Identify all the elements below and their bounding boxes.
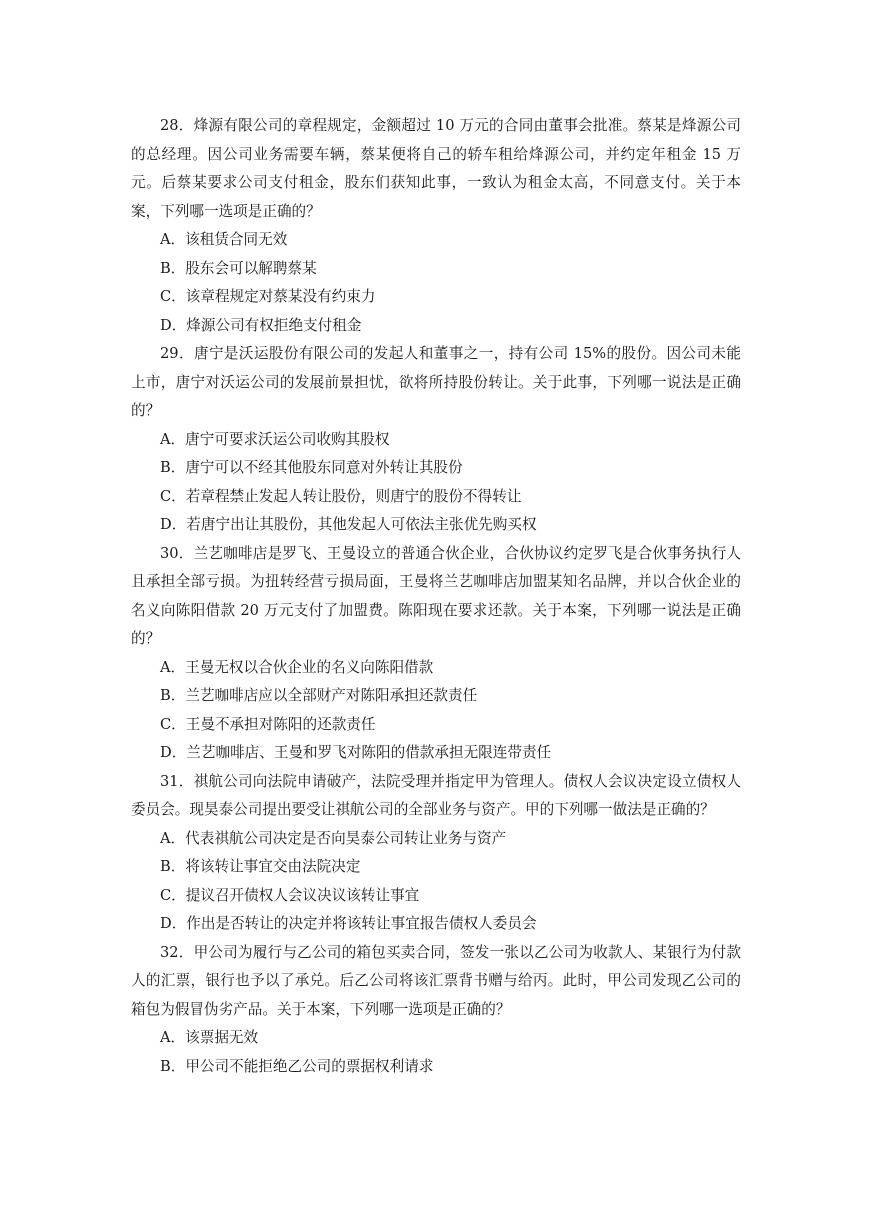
- question-31: [131, 768, 741, 939]
- option-letter: A．: [160, 1029, 186, 1046]
- question-30: [131, 540, 741, 768]
- question-29: [131, 340, 741, 540]
- option-c: [131, 483, 741, 512]
- option-text: 若章程禁止发起人转让股份，则唐宁的股份不得转让: [185, 487, 522, 505]
- option-letter: A．: [160, 231, 186, 248]
- option-text: 王曼无权以合伙企业的名义向陈阳借款: [185, 658, 434, 676]
- option-text: 股东会可以解聘蔡某: [185, 259, 317, 277]
- option-d: [131, 910, 741, 939]
- option-letter: C．: [160, 288, 186, 305]
- option-c: [131, 711, 741, 740]
- question-stem: 30．兰艺咖啡店是罗飞、王曼设立的普通合伙企业，合伙协议约定罗飞是合伙事务执行人且承担全部亏损。为扭转经营亏损局面，王曼将兰艺咖啡店加盟某知名品牌，并以合伙企业的名义向陈阳借款 20 万元支付了加盟费。陈阳现在要求还款。关于本案，下列哪一说法是正确的？: [131, 544, 741, 647]
- option-letter: D．: [160, 316, 187, 334]
- option-letter: D．: [160, 744, 187, 761]
- option-a: [131, 226, 741, 255]
- option-letter: B．: [160, 687, 186, 704]
- option-letter: C．: [160, 487, 186, 505]
- option-text: 作出是否转让的决定并将该转让事宜报告债权人委员会: [186, 915, 537, 932]
- option-a: [131, 654, 741, 683]
- question-list: [131, 112, 741, 1081]
- option-letter: A．: [160, 430, 186, 448]
- option-b: [131, 255, 741, 284]
- option-text: 该章程规定对蔡某没有约束力: [185, 288, 376, 305]
- option-text: 唐宁可要求沃运公司收购其股权: [185, 430, 390, 448]
- option-letter: B．: [160, 259, 186, 277]
- option-text: 提议召开债权人会议决议该转让事宜: [185, 886, 420, 904]
- question-stem: 28．烽源有限公司的章程规定，金额超过 10 万元的合同由董事会批准。蔡某是烽源公司的总经理。因公司业务需要车辆，蔡某便将自己的轿车租给烽源公司，并约定年租金 15 万元。后蔡某要求公司支付租金，股东们获知此事，一致认为租金太高，不同意支付。关于本案，下列哪一选项是正确的？: [131, 117, 741, 220]
- option-text: 该租赁合同无效: [185, 231, 288, 248]
- question-28: [131, 112, 741, 340]
- option-c: [131, 882, 741, 911]
- option-d: [131, 312, 741, 341]
- option-text: 兰艺咖啡店、王曼和罗飞对陈阳的借款承担无限连带责任: [186, 744, 552, 761]
- option-text: 王曼不承担对陈阳的还款责任: [185, 715, 376, 733]
- option-list: [131, 825, 741, 939]
- option-text: 兰艺咖啡店应以全部财产对陈阳承担还款责任: [185, 687, 478, 704]
- option-b: [131, 853, 741, 882]
- option-letter: D．: [160, 516, 187, 533]
- option-text: 甲公司不能拒绝乙公司的票据权利请求: [185, 1057, 434, 1075]
- option-text: 烽源公司有权拒绝支付租金: [186, 316, 362, 334]
- option-list: [131, 426, 741, 540]
- option-letter: B．: [160, 459, 186, 476]
- option-a: [131, 1024, 741, 1053]
- option-letter: A．: [160, 658, 186, 676]
- option-text: 若唐宁出让其股份，其他发起人可依法主张优先购买权: [186, 516, 537, 533]
- question-stem: 32．甲公司为履行与乙公司的箱包买卖合同，签发一张以乙公司为收款人、某银行为付款人的汇票，银行也予以了承兑。后乙公司将该汇票背书赠与给丙。此时，甲公司发现乙公司的箱包为假冒伪劣产品。关于本案，下列哪一选项是正确的？: [131, 943, 741, 1018]
- option-list: [131, 1024, 741, 1081]
- option-c: [131, 283, 741, 312]
- option-b: [131, 682, 741, 711]
- option-text: 将该转让事宜交由法院决定: [185, 858, 361, 875]
- option-d: [131, 511, 741, 540]
- option-letter: A．: [160, 829, 186, 847]
- option-d: [131, 739, 741, 768]
- option-letter: C．: [160, 886, 186, 904]
- option-letter: B．: [160, 1057, 186, 1075]
- option-list: [131, 654, 741, 768]
- option-text: 唐宁可以不经其他股东同意对外转让其股份: [185, 459, 463, 476]
- question-stem: 29．唐宁是沃运股份有限公司的发起人和董事之一，持有公司 15%的股份。因公司未能上市，唐宁对沃运公司的发展前景担忧，欲将所持股份转让。关于此事，下列哪一说法是正确的？: [131, 345, 741, 419]
- option-b: [131, 1053, 741, 1082]
- option-a: [131, 426, 741, 455]
- option-letter: C．: [160, 715, 186, 733]
- question-32: [131, 939, 741, 1082]
- question-stem: 31．祺航公司向法院申请破产，法院受理并指定甲为管理人。债权人会议决定设立债权人委员会。现昊泰公司提出要受让祺航公司的全部业务与资产。甲的下列哪一做法是正确的？: [131, 772, 741, 818]
- option-letter: B．: [160, 858, 186, 875]
- option-a: [131, 825, 741, 854]
- option-letter: D．: [160, 915, 187, 932]
- option-text: 代表祺航公司决定是否向昊泰公司转让业务与资产: [185, 829, 507, 847]
- option-list: [131, 226, 741, 340]
- option-b: [131, 454, 741, 483]
- option-text: 该票据无效: [185, 1029, 259, 1046]
